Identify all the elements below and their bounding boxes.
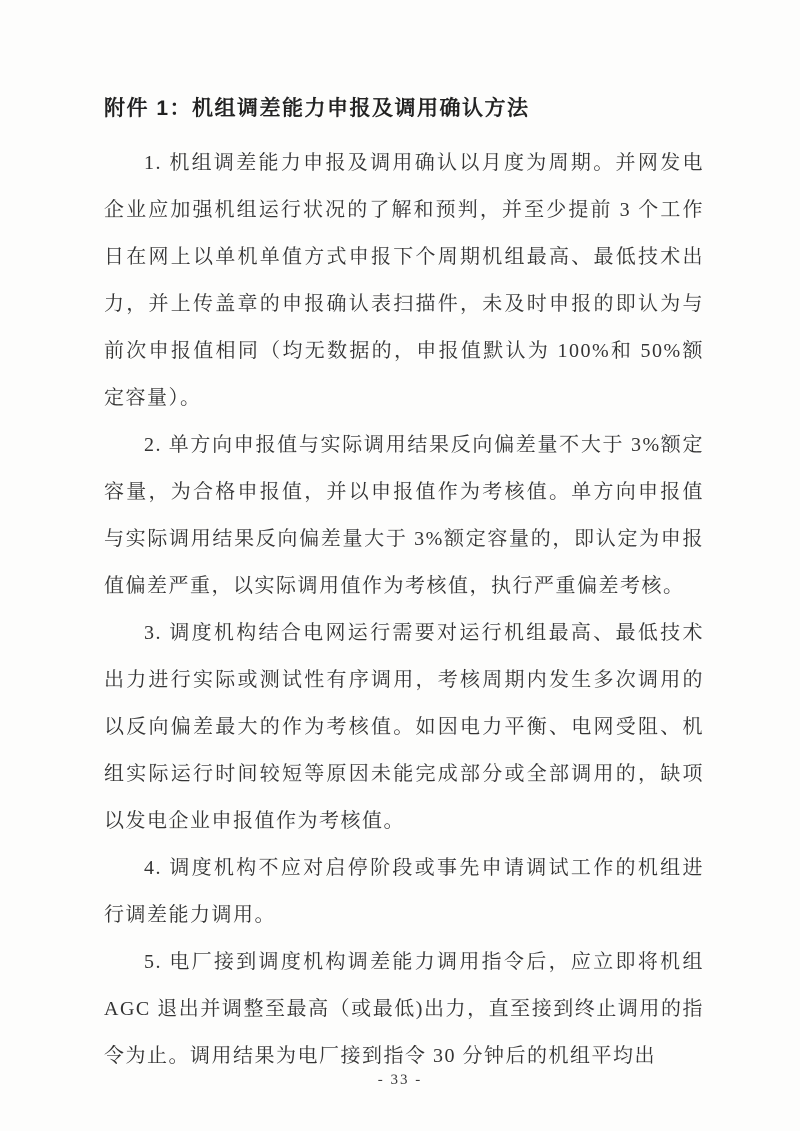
paragraph-3: 3. 调度机构结合电网运行需要对运行机组最高、最低技术出力进行实际或测试性有序调用，考核周期内发生多次调用的以反向偏差最大的作为考核值。如因电力平衡、电网受阻、机组实际运行时间较短等原因未能完成部分或全部调用的，缺项以发电企业申报值作为考核值。 bbox=[104, 622, 704, 832]
paragraph-4: 4. 调度机构不应对启停阶段或事先申请调试工作的机组进行调差能力调用。 bbox=[104, 857, 704, 926]
paragraph-5: 5. 电厂接到调度机构调差能力调用指令后，应立即将机组 AGC 退出并调整至最高（或最低)出力，直至接到终止调用的指令为止。调用结果为电厂接到指令 30 分钟后的机组平均出 bbox=[104, 951, 704, 1067]
paragraph-2: 2. 单方向申报值与实际调用结果反向偏差量不大于 3%额定容量，为合格申报值，并以申报值作为考核值。单方向申报值与实际调用结果反向偏差量大于 3%额定容量的，即认定为申报值偏差严重，以实际调用值作为考核值，执行严重偏差考核。 bbox=[104, 434, 704, 597]
page-title: 附件 1：机组调差能力申报及调用确认方法 bbox=[104, 97, 530, 120]
page-number: - 33 - bbox=[377, 1072, 423, 1088]
page-content bbox=[104, 92, 704, 1080]
paragraph-1: 1. 机组调差能力申报及调用确认以月度为周期。并网发电企业应加强机组运行状况的了解和预判，并至少提前 3 个工作日在网上以单机单值方式申报下个周期机组最高、最低技术出力，并上传盖章的申报确认表扫描件，未及时申报的即认为与前次申报值相同（均无数据的，申报值默认为 100%和 50%额定容量）。 bbox=[104, 152, 704, 409]
body-text bbox=[104, 140, 704, 1080]
